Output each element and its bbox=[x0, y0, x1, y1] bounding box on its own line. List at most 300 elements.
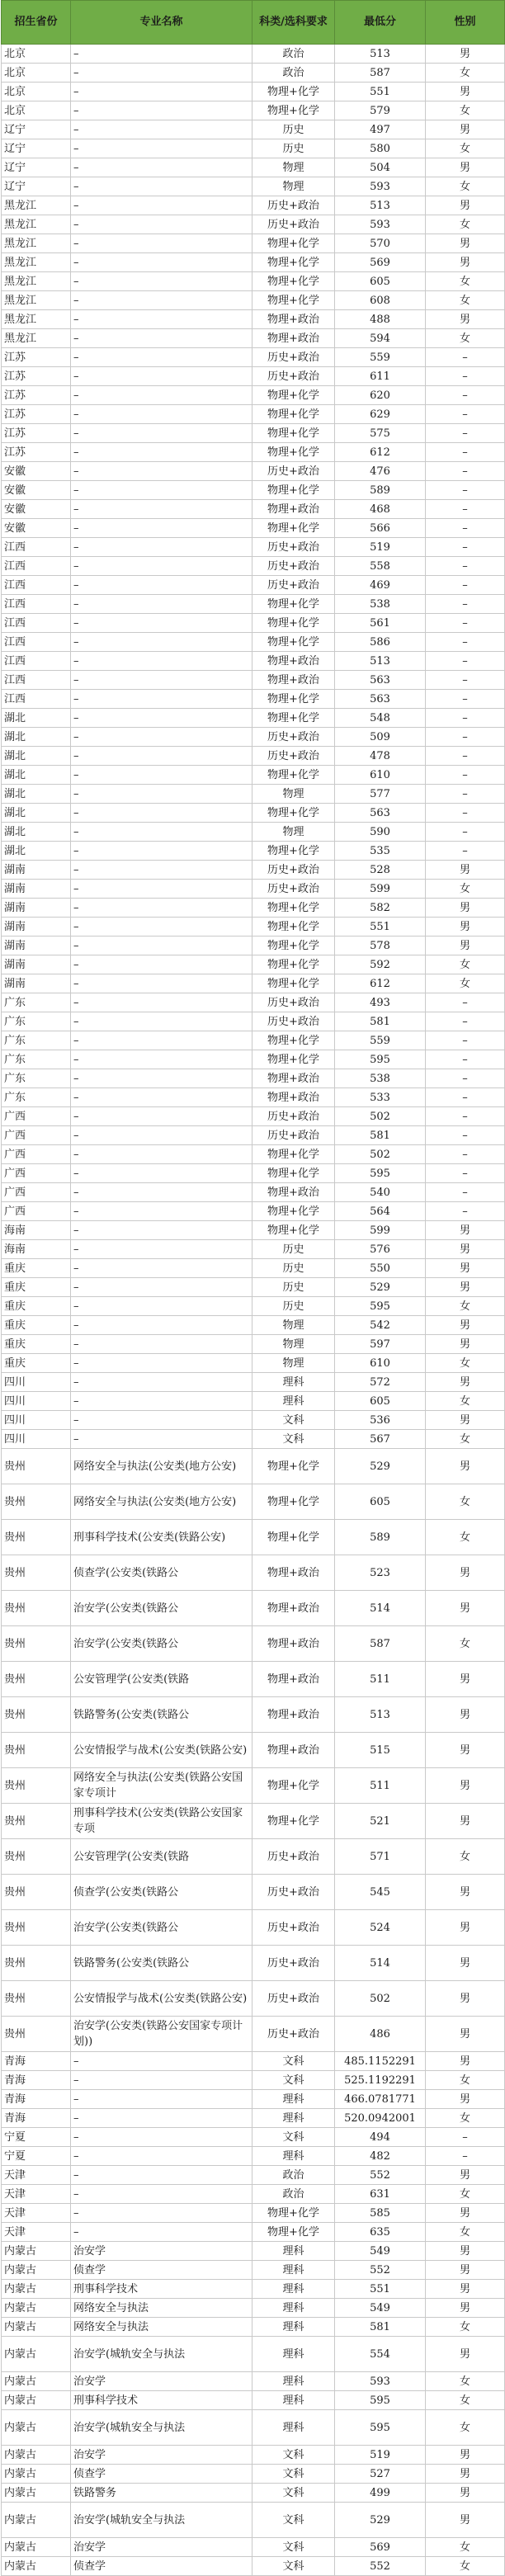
province-cell: 贵州 bbox=[2, 1591, 71, 1626]
major-cell: – bbox=[71, 1392, 252, 1411]
major-cell: – bbox=[71, 690, 252, 709]
gender-cell: 男 bbox=[426, 2446, 505, 2465]
gender-cell: – bbox=[426, 766, 505, 785]
subject-cell: 理科 bbox=[252, 2109, 335, 2128]
gender-cell: – bbox=[426, 1183, 505, 1202]
province-cell: 江西 bbox=[2, 690, 71, 709]
province-cell: 黑龙江 bbox=[2, 234, 71, 253]
province-cell: 广东 bbox=[2, 993, 71, 1012]
min-score-cell: 587 bbox=[335, 1626, 426, 1662]
subject-cell: 历史+政治 bbox=[252, 1946, 335, 1981]
province-cell: 天津 bbox=[2, 2166, 71, 2185]
major-cell: – bbox=[71, 424, 252, 443]
subject-cell: 文科 bbox=[252, 2557, 335, 2576]
table-row bbox=[2, 1697, 505, 1733]
table-row bbox=[2, 766, 505, 785]
min-score-cell: 535 bbox=[335, 842, 426, 861]
gender-cell: 女 bbox=[426, 2410, 505, 2446]
gender-cell: – bbox=[426, 2128, 505, 2147]
major-cell: 网络安全与执法(公安类(地方公安) bbox=[71, 1484, 252, 1520]
gender-cell: 男 bbox=[426, 1768, 505, 1804]
gender-cell: – bbox=[426, 842, 505, 861]
min-score-cell: 524 bbox=[335, 1910, 426, 1946]
province-cell: 辽宁 bbox=[2, 120, 71, 139]
min-score-cell: 466.0781771 bbox=[335, 2090, 426, 2109]
min-score-cell: 575 bbox=[335, 424, 426, 443]
major-cell: – bbox=[71, 462, 252, 481]
province-cell: 北京 bbox=[2, 45, 71, 64]
table-row bbox=[2, 1145, 505, 1164]
major-cell: 治安学(城轨安全与执法 bbox=[71, 2503, 252, 2538]
gender-cell: 女 bbox=[426, 101, 505, 120]
table-row bbox=[2, 1839, 505, 1875]
min-score-cell: 509 bbox=[335, 728, 426, 747]
gender-cell: – bbox=[426, 576, 505, 595]
gender-cell: – bbox=[426, 652, 505, 671]
gender-cell: 男 bbox=[426, 2337, 505, 2372]
subject-cell: 文科 bbox=[252, 1430, 335, 1449]
table-row bbox=[2, 367, 505, 386]
subject-cell: 物理 bbox=[252, 177, 335, 196]
min-score-cell: 554 bbox=[335, 2337, 426, 2372]
gender-cell: 女 bbox=[426, 215, 505, 234]
province-cell: 江西 bbox=[2, 614, 71, 633]
province-cell: 广西 bbox=[2, 1202, 71, 1221]
min-score-cell: 581 bbox=[335, 1126, 426, 1145]
min-score-cell: 529 bbox=[335, 1278, 426, 1297]
subject-cell: 政治 bbox=[252, 45, 335, 64]
gender-cell: – bbox=[426, 519, 505, 538]
min-score-cell: 578 bbox=[335, 937, 426, 955]
province-cell: 贵州 bbox=[2, 1449, 71, 1484]
gender-cell: – bbox=[426, 1031, 505, 1050]
min-score-cell: 571 bbox=[335, 1839, 426, 1875]
province-cell: 贵州 bbox=[2, 1555, 71, 1591]
table-row bbox=[2, 2017, 505, 2052]
gender-cell: 男 bbox=[426, 253, 505, 272]
province-cell: 江西 bbox=[2, 595, 71, 614]
province-cell: 江西 bbox=[2, 576, 71, 595]
province-cell: 内蒙古 bbox=[2, 2280, 71, 2299]
table-row bbox=[2, 101, 505, 120]
min-score-cell: 476 bbox=[335, 462, 426, 481]
province-cell: 重庆 bbox=[2, 1335, 71, 1354]
province-cell: 贵州 bbox=[2, 1839, 71, 1875]
min-score-cell: 595 bbox=[335, 1297, 426, 1316]
table-row bbox=[2, 955, 505, 974]
province-cell: 北京 bbox=[2, 83, 71, 101]
gender-cell: 女 bbox=[426, 1430, 505, 1449]
table-row bbox=[2, 918, 505, 937]
major-cell: – bbox=[71, 709, 252, 728]
major-cell: – bbox=[71, 1145, 252, 1164]
gender-cell: 男 bbox=[426, 861, 505, 880]
major-cell: 网络安全与执法 bbox=[71, 2299, 252, 2318]
min-score-cell: 552 bbox=[335, 2261, 426, 2280]
table-row bbox=[2, 64, 505, 83]
province-cell: 湖南 bbox=[2, 918, 71, 937]
province-cell: 江苏 bbox=[2, 405, 71, 424]
major-cell: – bbox=[71, 614, 252, 633]
subject-cell: 理科 bbox=[252, 2391, 335, 2410]
min-score-cell: 581 bbox=[335, 1012, 426, 1031]
province-cell: 江西 bbox=[2, 538, 71, 557]
subject-cell: 历史+政治 bbox=[252, 1910, 335, 1946]
min-score-cell: 538 bbox=[335, 1069, 426, 1088]
subject-cell: 历史+政治 bbox=[252, 215, 335, 234]
gender-cell: – bbox=[426, 785, 505, 804]
subject-cell: 物理+化学 bbox=[252, 955, 335, 974]
major-cell: – bbox=[71, 2185, 252, 2204]
gender-cell: 女 bbox=[426, 1484, 505, 1520]
min-score-cell: 519 bbox=[335, 538, 426, 557]
province-cell: 贵州 bbox=[2, 1484, 71, 1520]
gender-cell: 女 bbox=[426, 2223, 505, 2242]
subject-cell: 文科 bbox=[252, 1411, 335, 1430]
table-row bbox=[2, 1259, 505, 1278]
subject-cell: 物理+化学 bbox=[252, 974, 335, 993]
gender-cell: 男 bbox=[426, 2503, 505, 2538]
gender-cell: 女 bbox=[426, 1520, 505, 1555]
table-row bbox=[2, 234, 505, 253]
gender-cell: 男 bbox=[426, 918, 505, 937]
major-cell: – bbox=[71, 955, 252, 974]
major-cell: 公安情报学与战术(公安类(铁路公安) bbox=[71, 1981, 252, 2017]
min-score-cell: 521 bbox=[335, 1804, 426, 1839]
table-row bbox=[2, 2372, 505, 2391]
min-score-cell: 590 bbox=[335, 823, 426, 842]
major-cell: – bbox=[71, 1335, 252, 1354]
subject-cell: 物理+政治 bbox=[252, 310, 335, 329]
major-cell: – bbox=[71, 1126, 252, 1145]
table-row bbox=[2, 2557, 505, 2576]
min-score-cell: 561 bbox=[335, 614, 426, 633]
min-score-cell: 605 bbox=[335, 1392, 426, 1411]
province-cell: 广东 bbox=[2, 1069, 71, 1088]
subject-cell: 历史+政治 bbox=[252, 367, 335, 386]
min-score-cell: 485.1152291 bbox=[335, 2052, 426, 2071]
gender-cell: 男 bbox=[426, 1449, 505, 1484]
gender-cell: – bbox=[426, 804, 505, 823]
province-cell: 贵州 bbox=[2, 1981, 71, 2017]
subject-cell: 物理+化学 bbox=[252, 386, 335, 405]
table-row bbox=[2, 1392, 505, 1411]
major-cell: 治安学(公安类(铁路公安国家专项计划)) bbox=[71, 2017, 252, 2052]
province-cell: 江苏 bbox=[2, 386, 71, 405]
subject-cell: 历史 bbox=[252, 1240, 335, 1259]
table-row bbox=[2, 538, 505, 557]
subject-cell: 历史+政治 bbox=[252, 462, 335, 481]
table-row bbox=[2, 1411, 505, 1430]
subject-cell: 政治 bbox=[252, 64, 335, 83]
min-score-cell: 572 bbox=[335, 1373, 426, 1392]
province-cell: 重庆 bbox=[2, 1297, 71, 1316]
table-row bbox=[2, 2280, 505, 2299]
table-row bbox=[2, 1202, 505, 1221]
major-cell: – bbox=[71, 2109, 252, 2128]
province-cell: 安徽 bbox=[2, 519, 71, 538]
table-row bbox=[2, 2318, 505, 2337]
subject-cell: 理科 bbox=[252, 2147, 335, 2166]
gender-cell: 女 bbox=[426, 272, 505, 291]
province-cell: 江苏 bbox=[2, 443, 71, 462]
table-row bbox=[2, 405, 505, 424]
major-cell: – bbox=[71, 139, 252, 158]
min-score-cell: 594 bbox=[335, 329, 426, 348]
subject-cell: 历史+政治 bbox=[252, 1839, 335, 1875]
major-cell: – bbox=[71, 1430, 252, 1449]
province-cell: 贵州 bbox=[2, 1768, 71, 1804]
min-score-cell: 579 bbox=[335, 101, 426, 120]
min-score-cell: 629 bbox=[335, 405, 426, 424]
subject-cell: 历史 bbox=[252, 1259, 335, 1278]
table-row bbox=[2, 2052, 505, 2071]
table-row bbox=[2, 2261, 505, 2280]
gender-cell: – bbox=[426, 386, 505, 405]
min-score-cell: 605 bbox=[335, 272, 426, 291]
gender-cell: 男 bbox=[426, 1804, 505, 1839]
table-row bbox=[2, 2337, 505, 2372]
gender-cell: 男 bbox=[426, 1373, 505, 1392]
min-score-cell: 545 bbox=[335, 1875, 426, 1910]
province-cell: 贵州 bbox=[2, 1804, 71, 1839]
gender-cell: – bbox=[426, 2147, 505, 2166]
subject-cell: 物理+化学 bbox=[252, 405, 335, 424]
min-score-cell: 523 bbox=[335, 1555, 426, 1591]
min-score-cell: 548 bbox=[335, 709, 426, 728]
major-cell: – bbox=[71, 272, 252, 291]
major-cell: 治安学 bbox=[71, 2242, 252, 2261]
table-row bbox=[2, 2185, 505, 2204]
min-score-cell: 595 bbox=[335, 1050, 426, 1069]
min-score-cell: 529 bbox=[335, 1449, 426, 1484]
subject-cell: 物理+政治 bbox=[252, 500, 335, 519]
gender-cell: 男 bbox=[426, 1411, 505, 1430]
subject-cell: 物理+化学 bbox=[252, 1520, 335, 1555]
major-cell: – bbox=[71, 747, 252, 766]
subject-cell: 物理 bbox=[252, 1316, 335, 1335]
gender-cell: 女 bbox=[426, 1354, 505, 1373]
subject-cell: 物理+化学 bbox=[252, 291, 335, 310]
province-cell: 贵州 bbox=[2, 1733, 71, 1768]
subject-cell: 历史+政治 bbox=[252, 576, 335, 595]
major-cell: – bbox=[71, 823, 252, 842]
major-cell: – bbox=[71, 937, 252, 955]
min-score-cell: 550 bbox=[335, 1259, 426, 1278]
major-cell: 治安学(公安类(铁路公 bbox=[71, 1626, 252, 1662]
major-cell: 刑事科学技术(公安类(铁路公安) bbox=[71, 1520, 252, 1555]
gender-cell: 女 bbox=[426, 1297, 505, 1316]
subject-cell: 理科 bbox=[252, 2299, 335, 2318]
province-cell: 内蒙古 bbox=[2, 2538, 71, 2557]
province-cell: 内蒙古 bbox=[2, 2446, 71, 2465]
subject-cell: 理科 bbox=[252, 2090, 335, 2109]
table-row bbox=[2, 993, 505, 1012]
table-row bbox=[2, 1297, 505, 1316]
subject-cell: 物理+政治 bbox=[252, 671, 335, 690]
major-cell: – bbox=[71, 557, 252, 576]
subject-cell: 物理+政治 bbox=[252, 329, 335, 348]
min-score-cell: 551 bbox=[335, 918, 426, 937]
subject-cell: 历史+政治 bbox=[252, 1107, 335, 1126]
major-cell: – bbox=[71, 1164, 252, 1183]
province-cell: 湖南 bbox=[2, 899, 71, 918]
subject-cell: 理科 bbox=[252, 1373, 335, 1392]
subject-cell: 物理 bbox=[252, 1354, 335, 1373]
major-cell: 网络安全与执法(公安类(地方公安) bbox=[71, 1449, 252, 1484]
min-score-cell: 504 bbox=[335, 158, 426, 177]
subject-cell: 物理+化学 bbox=[252, 1164, 335, 1183]
subject-cell: 物理+化学 bbox=[252, 937, 335, 955]
gender-cell: – bbox=[426, 481, 505, 500]
table-row bbox=[2, 2484, 505, 2503]
major-cell: 铁路警务 bbox=[71, 2484, 252, 2503]
min-score-cell: 502 bbox=[335, 1981, 426, 2017]
province-cell: 江西 bbox=[2, 557, 71, 576]
min-score-cell: 558 bbox=[335, 557, 426, 576]
major-cell: – bbox=[71, 880, 252, 899]
major-cell: – bbox=[71, 595, 252, 614]
province-cell: 四川 bbox=[2, 1373, 71, 1392]
province-cell: 重庆 bbox=[2, 1354, 71, 1373]
province-cell: 贵州 bbox=[2, 1946, 71, 1981]
province-cell: 辽宁 bbox=[2, 139, 71, 158]
min-score-cell: 612 bbox=[335, 443, 426, 462]
major-cell: – bbox=[71, 538, 252, 557]
major-cell: – bbox=[71, 2090, 252, 2109]
subject-cell: 历史+政治 bbox=[252, 993, 335, 1012]
subject-cell: 物理+化学 bbox=[252, 101, 335, 120]
subject-cell: 物理 bbox=[252, 785, 335, 804]
subject-cell: 物理+化学 bbox=[252, 690, 335, 709]
min-score-cell: 589 bbox=[335, 481, 426, 500]
gender-cell: – bbox=[426, 1050, 505, 1069]
gender-cell: – bbox=[426, 1107, 505, 1126]
major-cell: 铁路警务(公安类(铁路公 bbox=[71, 1697, 252, 1733]
subject-cell: 文科 bbox=[252, 2052, 335, 2071]
subject-cell: 物理+化学 bbox=[252, 842, 335, 861]
major-cell: – bbox=[71, 918, 252, 937]
major-cell: – bbox=[71, 1316, 252, 1335]
gender-cell: 男 bbox=[426, 2166, 505, 2185]
major-cell: – bbox=[71, 1012, 252, 1031]
province-cell: 江西 bbox=[2, 633, 71, 652]
min-score-cell: 608 bbox=[335, 291, 426, 310]
major-cell: – bbox=[71, 101, 252, 120]
table-row bbox=[2, 310, 505, 329]
min-score-cell: 599 bbox=[335, 1221, 426, 1240]
admission-score-table bbox=[1, 0, 505, 2576]
major-cell: 网络安全与执法(公安类(铁路公安国家专项计 bbox=[71, 1768, 252, 1804]
table-row bbox=[2, 443, 505, 462]
province-cell: 内蒙古 bbox=[2, 2557, 71, 2576]
subject-cell: 文科 bbox=[252, 2503, 335, 2538]
table-row bbox=[2, 1354, 505, 1373]
subject-cell: 历史+政治 bbox=[252, 1875, 335, 1910]
table-row bbox=[2, 1316, 505, 1335]
major-cell: – bbox=[71, 899, 252, 918]
subject-cell: 物理+化学 bbox=[252, 918, 335, 937]
province-cell: 贵州 bbox=[2, 1626, 71, 1662]
major-cell: – bbox=[71, 1221, 252, 1240]
major-cell: – bbox=[71, 1031, 252, 1050]
province-cell: 江西 bbox=[2, 652, 71, 671]
subject-cell: 物理+化学 bbox=[252, 83, 335, 101]
gender-cell: 男 bbox=[426, 899, 505, 918]
table-row bbox=[2, 1981, 505, 2017]
subject-cell: 历史+政治 bbox=[252, 747, 335, 766]
major-cell: – bbox=[71, 367, 252, 386]
gender-cell: 男 bbox=[426, 1662, 505, 1697]
province-cell: 湖北 bbox=[2, 728, 71, 747]
province-cell: 黑龙江 bbox=[2, 253, 71, 272]
gender-cell: – bbox=[426, 823, 505, 842]
gender-cell: 女 bbox=[426, 139, 505, 158]
major-cell: 侦查学(公安类(铁路公 bbox=[71, 1875, 252, 1910]
subject-cell: 物理+政治 bbox=[252, 1183, 335, 1202]
province-cell: 内蒙古 bbox=[2, 2391, 71, 2410]
gender-cell: 男 bbox=[426, 1221, 505, 1240]
subject-cell: 理科 bbox=[252, 2410, 335, 2446]
min-score-cell: 478 bbox=[335, 747, 426, 766]
major-cell: 刑事科学技术 bbox=[71, 2280, 252, 2299]
table-row bbox=[2, 2465, 505, 2484]
gender-cell: 女 bbox=[426, 64, 505, 83]
table-row bbox=[2, 2090, 505, 2109]
subject-cell: 物理+政治 bbox=[252, 1088, 335, 1107]
province-cell: 四川 bbox=[2, 1430, 71, 1449]
major-cell: 治安学(公安类(铁路公 bbox=[71, 1910, 252, 1946]
min-score-cell: 569 bbox=[335, 253, 426, 272]
province-cell: 广东 bbox=[2, 1031, 71, 1050]
province-cell: 黑龙江 bbox=[2, 196, 71, 215]
gender-cell: – bbox=[426, 443, 505, 462]
subject-cell: 物理+化学 bbox=[252, 1449, 335, 1484]
major-cell: – bbox=[71, 974, 252, 993]
table-row bbox=[2, 823, 505, 842]
table-row bbox=[2, 83, 505, 101]
table-row bbox=[2, 557, 505, 576]
min-score-cell: 610 bbox=[335, 766, 426, 785]
min-score-cell: 499 bbox=[335, 2484, 426, 2503]
table-row bbox=[2, 2299, 505, 2318]
gender-cell: 男 bbox=[426, 2280, 505, 2299]
major-cell: – bbox=[71, 64, 252, 83]
gender-cell: 男 bbox=[426, 1278, 505, 1297]
province-cell: 广西 bbox=[2, 1107, 71, 1126]
gender-cell: 男 bbox=[426, 937, 505, 955]
subject-cell: 物理+化学 bbox=[252, 899, 335, 918]
subject-cell: 物理+化学 bbox=[252, 1031, 335, 1050]
table-row bbox=[2, 462, 505, 481]
gender-cell: 女 bbox=[426, 2538, 505, 2557]
gender-cell: 男 bbox=[426, 45, 505, 64]
gender-cell: 男 bbox=[426, 2052, 505, 2071]
table-row bbox=[2, 1164, 505, 1183]
table-row bbox=[2, 2503, 505, 2538]
gender-cell: – bbox=[426, 557, 505, 576]
gender-cell: 男 bbox=[426, 1240, 505, 1259]
province-cell: 内蒙古 bbox=[2, 2503, 71, 2538]
gender-cell: 男 bbox=[426, 196, 505, 215]
subject-cell: 物理+化学 bbox=[252, 424, 335, 443]
table-row bbox=[2, 633, 505, 652]
province-cell: 内蒙古 bbox=[2, 2318, 71, 2337]
major-cell: – bbox=[71, 2052, 252, 2071]
table-row bbox=[2, 690, 505, 709]
major-cell: 治安学 bbox=[71, 2446, 252, 2465]
major-cell: – bbox=[71, 500, 252, 519]
